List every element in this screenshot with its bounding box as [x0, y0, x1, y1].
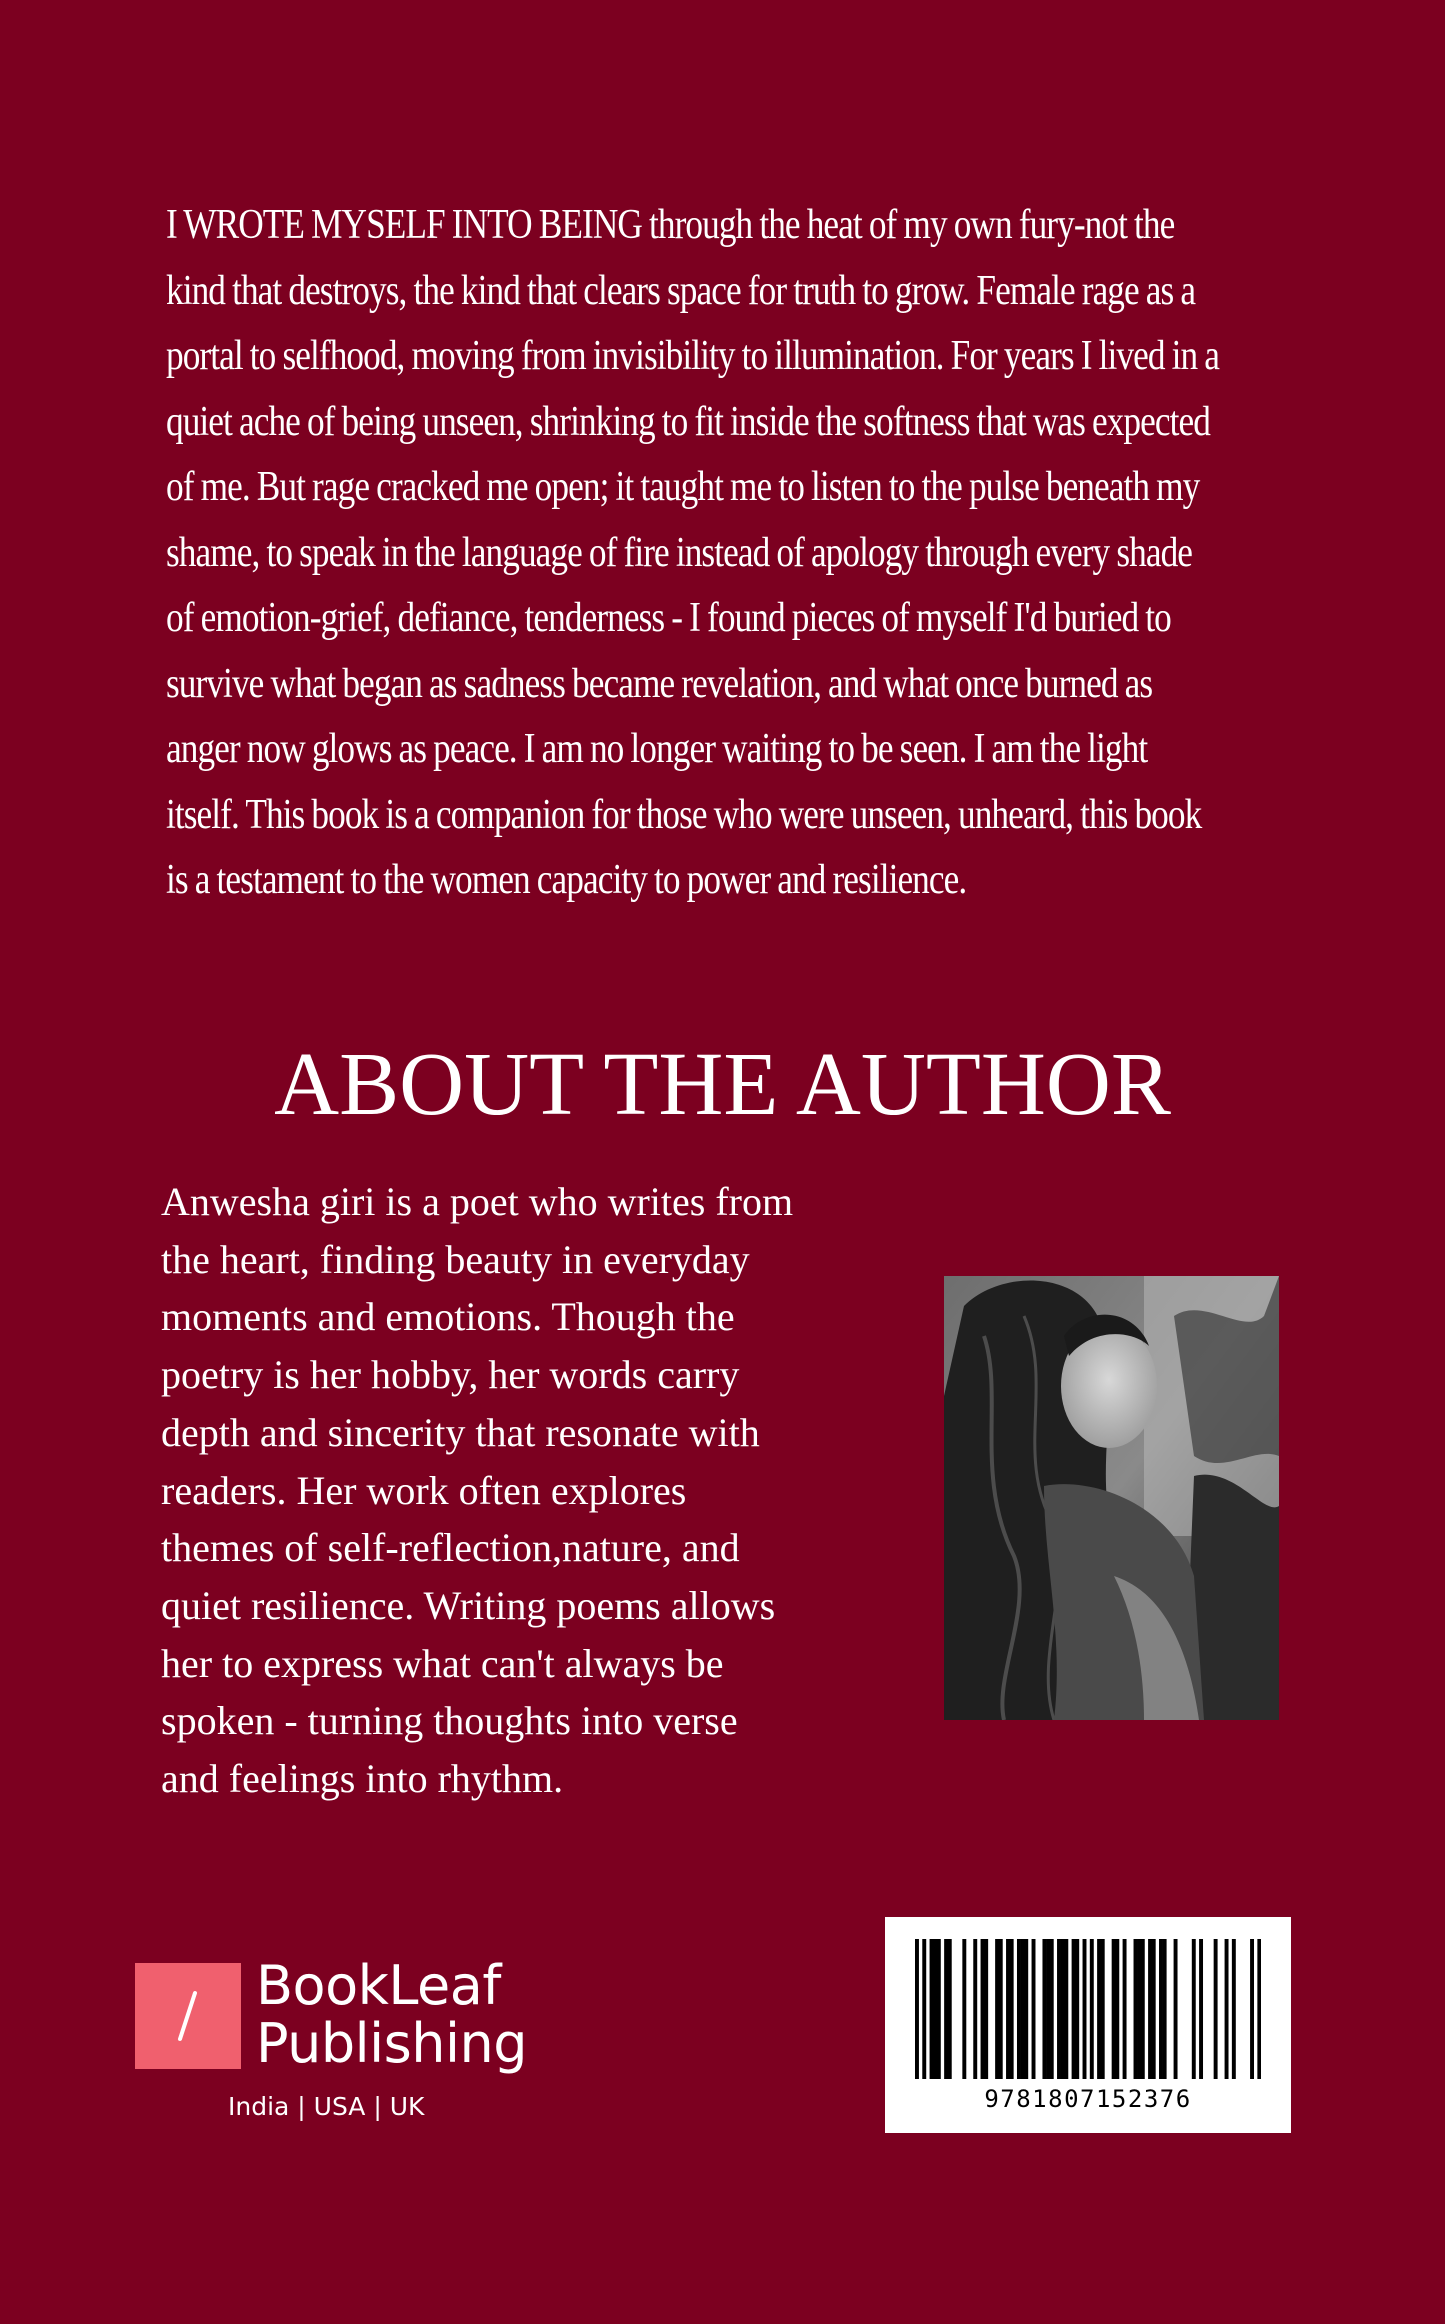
barcode-bar: [1159, 1939, 1163, 2079]
barcode-bar: [1123, 1939, 1127, 2079]
barcode-bar: [1112, 1939, 1116, 2079]
barcode-bar: [948, 1939, 952, 2079]
barcode-bar: [995, 1939, 999, 2079]
barcode-bar: [1225, 1939, 1229, 2079]
barcode-bar: [962, 1939, 966, 2079]
barcode-bar: [937, 1939, 941, 2079]
barcode-bar: [1010, 1939, 1014, 2079]
barcode-bar: [984, 1939, 988, 2079]
barcode-bar: [1064, 1939, 1068, 2079]
publisher-name-line1: BookLeaf: [256, 1954, 501, 2017]
barcode-bar: [1115, 1939, 1119, 2079]
barcode-bar: [933, 1939, 937, 2079]
slash-icon: [135, 1963, 241, 2069]
isbn-barcode: [885, 1917, 1291, 2133]
barcode-bar: [1006, 1939, 1010, 2079]
barcode-bar: [1097, 1939, 1101, 2079]
barcode-bar: [1141, 1939, 1145, 2079]
barcode-bar: [1163, 1939, 1167, 2079]
barcode-bar: [1199, 1939, 1203, 2079]
barcode-bar: [1137, 1939, 1141, 2079]
publisher-name-line2: Publishing: [256, 2012, 527, 2075]
barcode-bar: [1250, 1939, 1254, 2079]
barcode-bar: [1046, 1939, 1050, 2079]
barcode-bar: [1072, 1939, 1076, 2079]
barcode-bar: [1090, 1939, 1094, 2079]
book-blurb: I WROTE MYSELF INTO BEING through the heat of my own fury-not the kind that destroys, the kind that clears space for truth to grow. Female rage as a portal to selfhood, moving from invisibility to illumination. For years I lived in a quiet ache of being unseen, shrinking to fit inside the softness that was expected of me. But rage cracked me open; it taught me to listen to the pulse beneath my shame, to speak in the language of fire instead of apology through every shade of emotion-grief, defiance, tenderness - I found pieces of myself I'd buried to survive what began as sadness became revelation, and what once burned as anger now glows as peace. I am no longer waiting to be seen. I am the light itself. This book is a companion for those who were unseen, unheard, this book is a testament to the women capacity to power and resilience.: [166, 202, 1220, 903]
barcode-bar: [1042, 1939, 1046, 2079]
barcode-bar: [930, 1939, 934, 2079]
barcode-bar: [1050, 1939, 1054, 2079]
barcode-bar: [1057, 1939, 1061, 2079]
barcode-bar: [1152, 1939, 1156, 2079]
barcode-bar: [1134, 1939, 1138, 2079]
barcode-bar: [1192, 1939, 1196, 2079]
author-bio: Anwesha giri is a poet who writes from the heart, finding beauty in everyday moments and emotions. Though the poetry is her hobby, her words carry depth and sincerity that resonate with readers. Her work often explores themes of self-reflection,nature, and quiet resilience. Writing poems allows her to express what can't always be spoken - turning thoughts into verse and feelings into rhythm.: [161, 1179, 794, 1802]
barcode-bar: [1075, 1939, 1079, 2079]
barcode-bar: [981, 1939, 985, 2079]
publisher-block: [135, 1954, 555, 2133]
barcode-bar: [973, 1939, 977, 2079]
barcode-bar: [1101, 1939, 1105, 2079]
barcode-bar: [1032, 1939, 1036, 2079]
barcode-bar: [1257, 1939, 1261, 2079]
barcode-bar: [1174, 1939, 1178, 2079]
barcode-bar: [915, 1939, 919, 2079]
isbn-number: 9781807152376: [984, 2085, 1192, 2113]
barcode-bar: [922, 1939, 926, 2079]
barcode-bar: [1083, 1939, 1087, 2079]
barcode-bar: [999, 1939, 1003, 2079]
barcode-bar: [944, 1939, 948, 2079]
barcode-bar: [1148, 1939, 1152, 2079]
author-photo: [944, 1276, 1279, 1720]
barcode-bars: [915, 1939, 1261, 2079]
publisher-regions: India | USA | UK: [228, 2092, 425, 2121]
about-author-heading: ABOUT THE AUTHOR: [274, 1035, 1171, 1134]
barcode-bar: [1024, 1939, 1028, 2079]
barcode-bar: [1061, 1939, 1065, 2079]
barcode-bar: [1017, 1939, 1021, 2079]
barcode-bar: [1214, 1939, 1218, 2079]
barcode-bar: [1232, 1939, 1236, 2079]
barcode-bar: [1021, 1939, 1025, 2079]
